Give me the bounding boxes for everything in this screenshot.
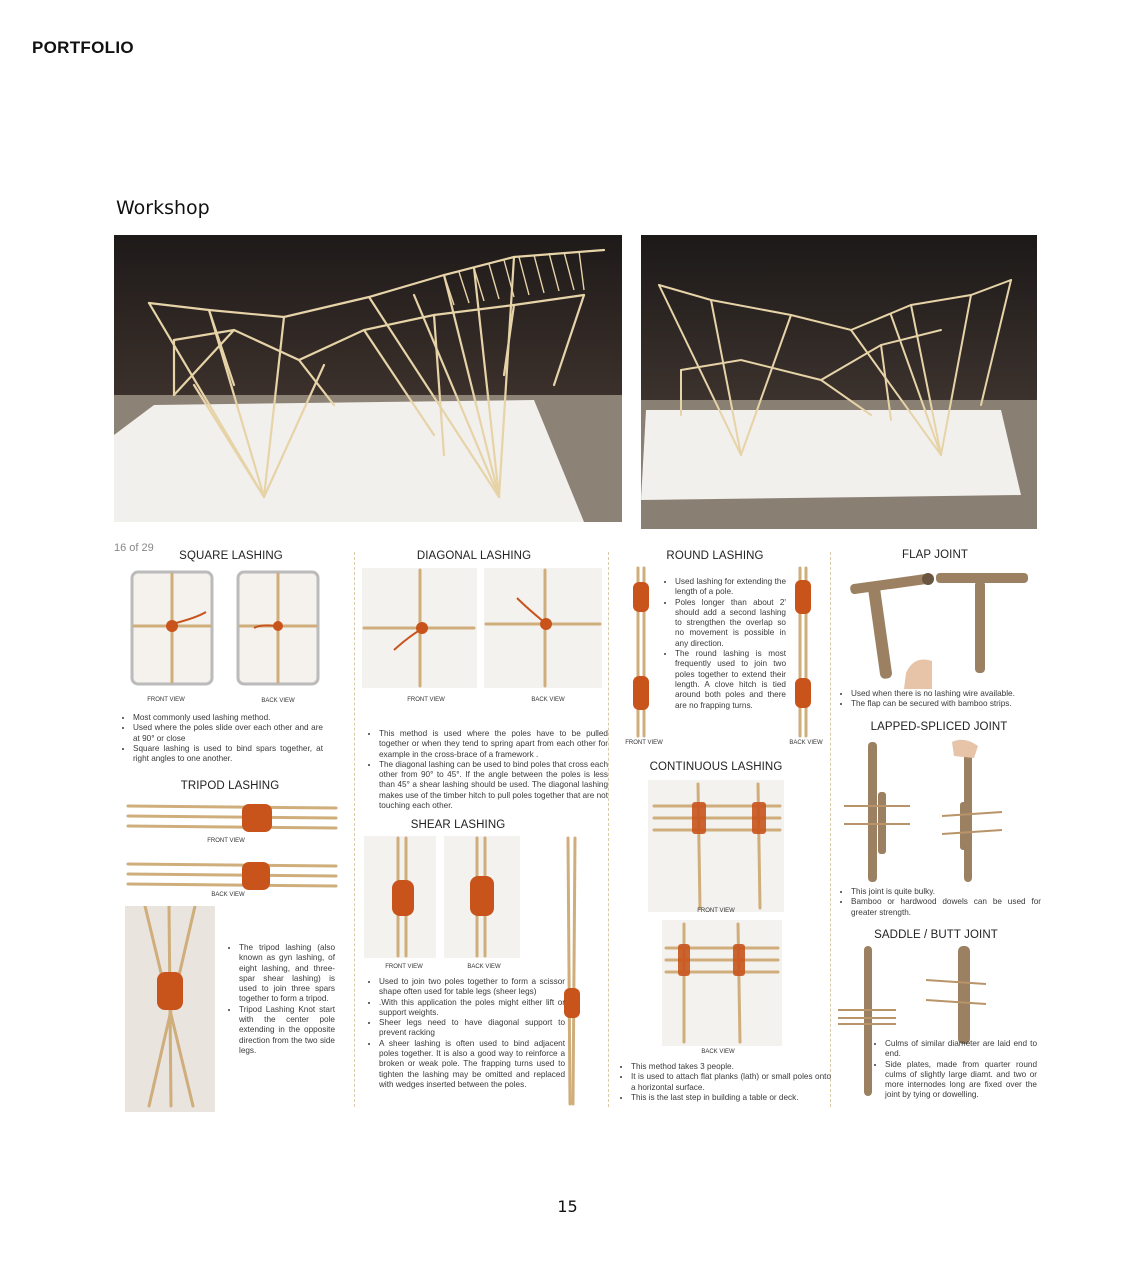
note: • Most commonly used lashing method. <box>133 713 323 723</box>
front-view-label: FRONT VIEW <box>625 740 663 746</box>
diagonal-lashing-illustration <box>362 568 602 690</box>
front-view-label: FRONT VIEW <box>697 908 735 914</box>
note: • Culms of similar diameter are laid end to end. <box>885 1039 1037 1060</box>
note: • Poles longer than about 2' should add a second lashing to strengthen the overlap so no movement is possible in any direction. <box>675 598 786 649</box>
saddle-butt-joint-title: SADDLE / BUTT JOINT <box>874 929 998 941</box>
lashing-reference-sheet <box>114 540 1041 1115</box>
note: • It is used to attach flat planks (lath) or small poles onto a horizontal surface. <box>631 1072 831 1093</box>
back-view-label: BACK VIEW <box>261 698 295 704</box>
page-header: PORTFOLIO <box>32 38 134 57</box>
continuous-lashing-title: CONTINUOUS LASHING <box>649 761 783 773</box>
front-view-label: FRONT VIEW <box>385 964 423 970</box>
flap-joint-title: FLAP JOINT <box>902 549 968 561</box>
divider <box>608 552 609 1107</box>
divider <box>830 552 831 1107</box>
note: • Tripod Lashing Knot start with the center pole extending in the opposite direction from the two side legs. <box>239 1005 335 1056</box>
diagonal-lashing-notes <box>368 729 608 811</box>
note: • The flap can be secured with bamboo strips. <box>851 699 1041 709</box>
note: • This method takes 3 people. <box>631 1062 831 1072</box>
page-fragment: 16 of 29 <box>114 542 154 554</box>
back-view-label: BACK VIEW <box>467 964 501 970</box>
front-view-label: FRONT VIEW <box>407 697 445 703</box>
shear-lashing-title: SHEAR LASHING <box>410 819 506 831</box>
model-photo-left <box>114 235 622 522</box>
model-photo-right <box>641 235 1037 529</box>
note: • This joint is quite bulky. <box>851 887 1041 897</box>
lapped-spliced-joint-notes <box>840 887 1041 918</box>
back-view-label: BACK VIEW <box>211 892 245 898</box>
divider <box>354 552 355 1107</box>
note: • The round lashing is most frequently used to join two poles together to extend their length. A clove hitch is tied around both poles and there are no frapping turns. <box>675 649 786 711</box>
note: • Bamboo or hardwood dowels can be used for greater strength. <box>851 897 1041 918</box>
note: • Used to join two poles together to form a scissor shape often used for table legs (sheer legs) <box>379 977 565 998</box>
saddle-butt-joint-notes <box>874 1039 1037 1101</box>
note: • Sheer legs need to have diagonal support to prevent racking <box>379 1018 565 1039</box>
tripod-lashing-notes <box>228 943 335 1056</box>
note: • Square lashing is used to bind spars together, at right angles to one another. <box>133 744 323 765</box>
square-lashing-illustration <box>126 568 326 688</box>
continuous-lashing-illustration <box>646 780 786 1080</box>
tripod-lashing-title: TRIPOD LASHING <box>180 780 280 792</box>
tripod-photo <box>125 906 215 1112</box>
note: • The tripod lashing (also known as gyn lashing, of eight lashing, and three-spar shear lashing) is used to join three spars together to form a tripod. <box>239 943 335 1005</box>
note: • .With this application the poles might either lift or support weights. <box>379 998 565 1019</box>
note: • A sheer lashing is often used to bind adjacent poles together. It is also a good way to reinforce a broken or weak pole. The frapping turns used to tighten the lashing may be omitted and replaced with wedges inserted between the poles. <box>379 1039 565 1090</box>
front-view-label: FRONT VIEW <box>147 697 185 703</box>
back-view-label: BACK VIEW <box>789 740 823 746</box>
note: • Used where the poles slide over each other and are at 90° or close <box>133 723 323 744</box>
note: • Used when there is no lashing wire available. <box>851 689 1041 699</box>
tripod-lashing-illustration <box>124 796 340 900</box>
lapped-spliced-joint-title: LAPPED-SPLICED JOINT <box>870 721 1008 733</box>
continuous-lashing-notes <box>620 1062 831 1103</box>
round-lashing-notes <box>664 577 786 711</box>
section-title: Workshop <box>116 197 210 219</box>
square-lashing-notes <box>122 713 323 764</box>
lapped-spliced-joint-illustration <box>842 738 1032 886</box>
note: • This method is used where the poles have to be pulled together or when they tend to spring apart from each other for example in the cross-brace of a framework . <box>379 729 608 760</box>
note: • Used lashing for extending the length of a pole. <box>675 577 786 598</box>
flap-joint-illustration <box>844 565 1032 689</box>
note: • Side plates, made from quarter round culms of slightly large diamt. and two or more internodes long are fixed over the joint by tying or dowelling. <box>885 1060 1037 1101</box>
shear-lashing-notes <box>368 977 565 1090</box>
square-lashing-title: SQUARE LASHING <box>179 550 283 562</box>
page-number: 15 <box>557 1197 578 1216</box>
flap-joint-notes <box>840 689 1041 710</box>
note: • This is the last step in building a table or deck. <box>631 1093 831 1103</box>
front-view-label: FRONT VIEW <box>207 838 245 844</box>
back-view-label: BACK VIEW <box>531 697 565 703</box>
diagonal-lashing-title: DIAGONAL LASHING <box>416 550 532 562</box>
note: • The diagonal lashing can be used to bind poles that cross each other from 90° to 45°. If the angle between the poles is less than 45° a shear lashing should be used. The diagonal lashing makes use of the timber hitch to pull poles together that are not touching each other. <box>379 760 608 811</box>
back-view-label: BACK VIEW <box>701 1049 735 1055</box>
round-lashing-title: ROUND LASHING <box>666 550 764 562</box>
